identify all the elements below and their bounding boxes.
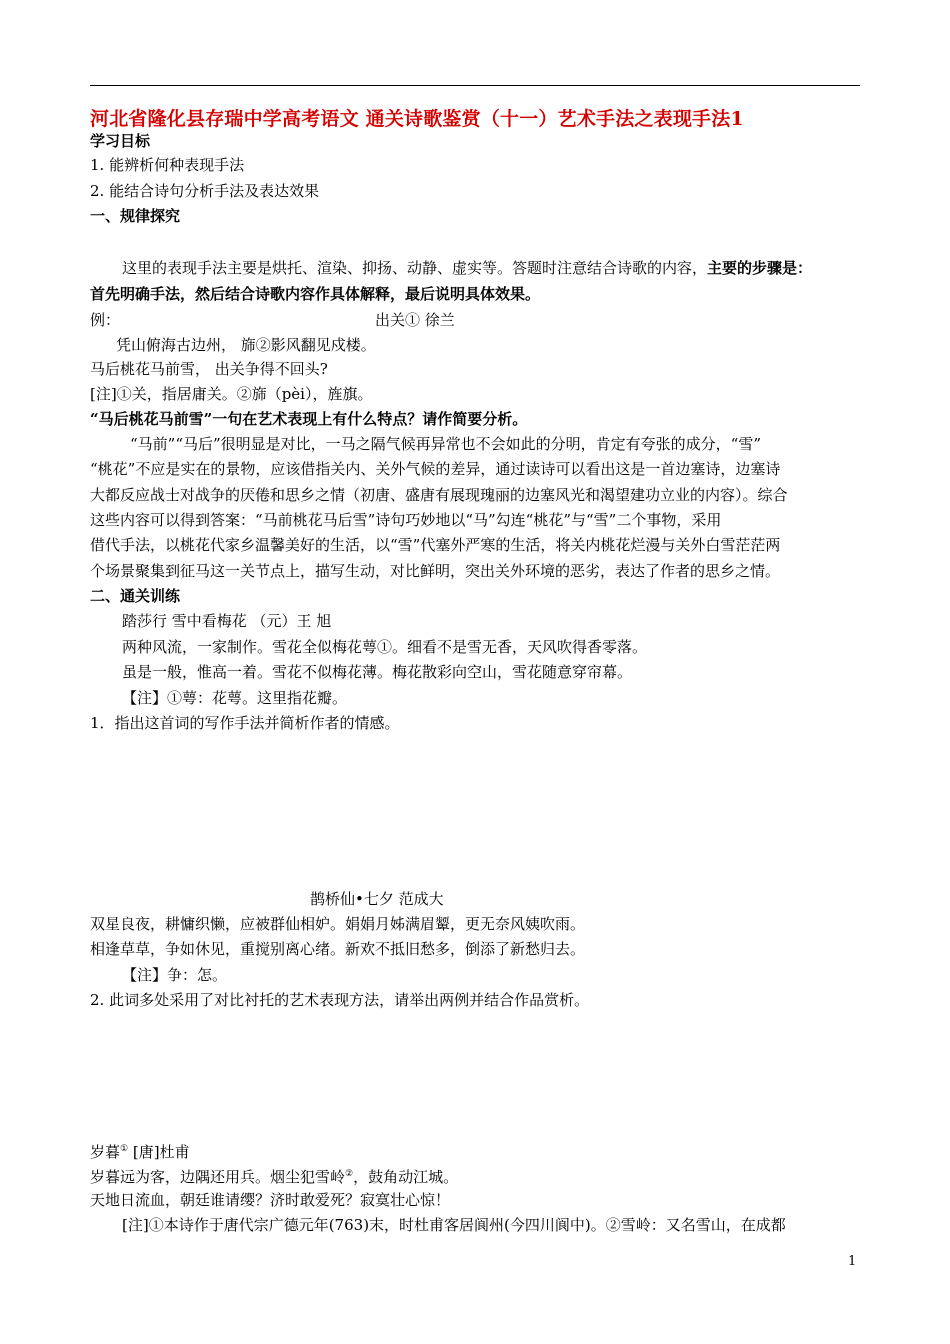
goal-item: 2. 能结合诗句分析手法及表达效果 <box>90 182 320 200</box>
poem-title: 踏莎行 雪中看梅花 （元）王 旭 <box>122 612 332 630</box>
poem-note: [注]①关，指居庸关。②旆（pèi），旌旗。 <box>90 385 373 403</box>
poem-line: 双星良夜，耕慵织懒，应被群仙相妒。娟娟月姊满眉颦，更无奈风姨吹雨。 <box>90 915 586 933</box>
poem-line: 天地日流血，朝廷谁请缨？济时敢爱死？寂寞壮心惊！ <box>90 1191 451 1209</box>
poem-line: 两种风流，一家制作。雪花全似梅花萼①。细看不是雪无香，天风吹得香零落。 <box>122 638 648 656</box>
poem-note: 【注】争：怎。 <box>122 966 228 984</box>
goal-item: 1. 能辨析何种表现手法 <box>90 156 245 174</box>
intro-text: 这里的表现手法主要是烘托、渲染、抑扬、动静、虚实等。答题时注意结合诗歌的内容， <box>122 259 708 277</box>
intro-bold: 主要的步骤是： <box>707 259 813 277</box>
poem-title: 出关① 徐兰 <box>375 311 455 329</box>
answer-line: “马前”“马后”很明显是对比，一马之隔气候再异常也不会如此的分明，肯定有夸张的成分，“雪” <box>130 435 762 453</box>
poem-title: 鹊桥仙•七夕 范成大 <box>310 890 444 908</box>
header-rule <box>90 85 860 86</box>
intro-bold-line: 首先明确手法，然后结合诗歌内容作具体解释，最后说明具体效果。 <box>90 285 541 303</box>
example-label: 例： <box>90 311 121 329</box>
poem-line: 岁暮远为客，边隅还用兵。烟尘犯雪岭②，鼓角动江城。 <box>90 1168 459 1186</box>
poem-line: 马后桃花马前雪， 出关争得不回头? <box>90 360 328 378</box>
answer-line: 个场景聚集到征马这一关节点上，描写生动，对比鲜明，突出关外环境的恶劣，表达了作者的思乡之情。 <box>90 562 781 580</box>
answer-line: “桃花”不应是实在的景物，应该借指关内、关外气候的差异，通过读诗可以看出这是一首边塞诗，边塞诗 <box>90 460 781 478</box>
section-heading: 二、通关训练 <box>90 587 181 605</box>
section-learning-goals: 学习目标 <box>90 132 151 150</box>
task-question: 2. 此词多处采用了对比衬托的艺术表现方法，请举出两例并结合作品赏析。 <box>90 991 590 1009</box>
section-heading: 一、规律探究 <box>90 207 181 225</box>
answer-line: 大都反应战士对战争的厌倦和思乡之情（初唐、盛唐有展现瑰丽的边塞风光和渴望建功立业的内容）。综合 <box>90 486 788 504</box>
page-number: 1 <box>848 1254 857 1269</box>
poem-line: 相逢草草，争如休见，重搅别离心绪。新欢不抵旧愁多，倒添了新愁归去。 <box>90 940 586 958</box>
answer-line: 这些内容可以得到答案：“马前桃花马后雪”诗句巧妙地以“马”勾连“桃花”与“雪”二个事物，采用 <box>90 511 722 529</box>
poem-title: 岁暮① [唐]杜甫 <box>90 1143 190 1161</box>
intro-paragraph <box>122 257 812 279</box>
document-title: 河北省隆化县存瑞中学高考语文 通关诗歌鉴赏（十一）艺术手法之表现手法1 <box>90 108 744 130</box>
poem-line: 虽是一般，惟高一着。雪花不似梅花薄。梅花散彩向空山，雪花随意穿帘幕。 <box>122 663 633 681</box>
question: “马后桃花马前雪”一句在艺术表现上有什么特点？请作简要分析。 <box>90 410 528 428</box>
task-question: 1．指出这首词的写作手法并简析作者的情感。 <box>90 714 400 732</box>
answer-line: 借代手法，以桃花代家乡温馨美好的生活，以“雪”代塞外严寒的生活，将关内桃花烂漫与关外白雪茫茫两 <box>90 536 781 554</box>
poem-line: 凭山俯海古边州， 旆②影风翻见戍楼。 <box>116 336 376 354</box>
poem-note: [注]①本诗作于唐代宗广德元年(763)末，时杜甫客居阆州(今四川阆中)。②雪岭：又名雪山，在成都 <box>122 1216 786 1234</box>
poem-note: 【注】①萼：花萼。这里指花瓣。 <box>122 689 348 707</box>
